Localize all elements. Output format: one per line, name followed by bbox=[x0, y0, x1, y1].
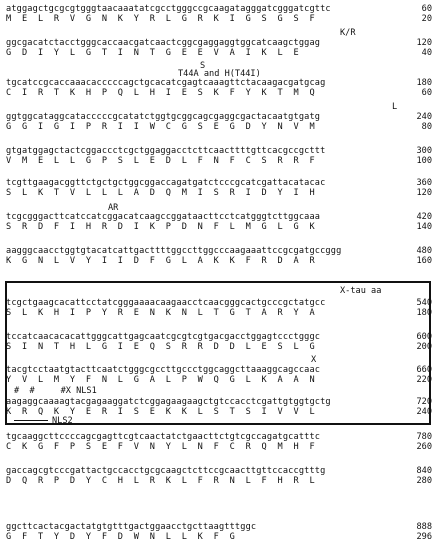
amino-acid-line: G D I Y L G T I N T G E E V A I K L E bbox=[6, 48, 299, 58]
amino-acid-line: S L K T V L L L A D Q M I S R I D Y I H bbox=[6, 188, 315, 198]
nucleotide-position: 360 bbox=[416, 178, 432, 188]
nucleotide-line: tgcatccgcaccaaacacccccagctgcacatcgagtcaaagttctacaagacgatgcag bbox=[6, 78, 326, 88]
nucleotide-line: tacgtcctaatgtacttcaatctgggcgccttgccctggcaggcttaaaggcagccaac bbox=[6, 365, 321, 375]
amino-acid-position: 280 bbox=[416, 476, 432, 486]
nucleotide-position: 60 bbox=[421, 4, 432, 14]
nucleotide-line: tccatcaacacacattgggcattgagcaatcgcgtcgtgacgacctggagtccctgggc bbox=[6, 332, 321, 342]
amino-acid-position: 140 bbox=[416, 222, 432, 232]
amino-acid-line: G G I G I P R I I W C G S E G D Y N V M bbox=[6, 122, 315, 132]
amino-acid-line: S I N T H L G I E Q S R R D D L E S L G bbox=[6, 342, 315, 352]
nucleotide-position: 600 bbox=[416, 332, 432, 342]
nls1-markers: # # #X NLS1 bbox=[14, 386, 97, 396]
nucleotide-line: ggcgacatctacctgggcaccaacgatcaactcggcgaggaggtggcatcaagctggag bbox=[6, 38, 321, 48]
amino-acid-position: 260 bbox=[416, 442, 432, 452]
amino-acid-line: S L K H I P Y R E N K N L T G T A R Y A bbox=[6, 308, 315, 318]
amino-acid-line: V M E L L G P S L E D L F N F C S R R F bbox=[6, 156, 315, 166]
nucleotide-line: aagggcaacctggtgtacatcattgacttttggccttggcccaagaaattccgcgatgccggg bbox=[6, 246, 342, 256]
nucleotide-position: 480 bbox=[416, 246, 432, 256]
nucleotide-position: 660 bbox=[416, 365, 432, 375]
mutation-label: K/R bbox=[340, 28, 356, 38]
amino-acid-line: M E L R V G N K Y R L G R K I G S G S F bbox=[6, 14, 315, 24]
amino-acid-line: S R D F I H R D I K P D N F L M G L G K bbox=[6, 222, 315, 232]
amino-acid-line: C I R T K H P Q L H I E S K F Y K T M Q bbox=[6, 88, 315, 98]
amino-acid-position: 20 bbox=[421, 14, 432, 24]
amino-acid-line: D Q R P D Y C H L R K L F R N L F H R L bbox=[6, 476, 315, 486]
amino-acid-position: 200 bbox=[416, 342, 432, 352]
amino-acid-position: 180 bbox=[416, 308, 432, 318]
amino-acid-position: 60 bbox=[421, 88, 432, 98]
nucleotide-line: tcgcgggacttcatccatcggacatcaagccggataacttcctcatgggtcttggcaaa bbox=[6, 212, 321, 222]
nucleotide-position: 780 bbox=[416, 432, 432, 442]
mutation-label: AR bbox=[108, 203, 119, 213]
nucleotide-line: ggtggcataggcatacccccgcatatctggtgcggcagcgaggcgactacaatgtgatg bbox=[6, 112, 321, 122]
nucleotide-line: atggagctgcgcgtgggtaacaaatatcgcctgggccgcaagatagggatcgggatcgttc bbox=[6, 4, 331, 14]
mutation-label: T44A and H(T44I) bbox=[178, 69, 261, 79]
nucleotide-line: gtgatggagctactcggaccctcgctggaggacctcttcaacttttgttcacgccgcttt bbox=[6, 146, 326, 156]
nucleotide-position: 120 bbox=[416, 38, 432, 48]
mutation-label: L bbox=[392, 102, 398, 112]
mutation-label: X bbox=[311, 355, 317, 365]
amino-acid-position: 220 bbox=[416, 375, 432, 385]
nucleotide-position: 720 bbox=[416, 397, 432, 407]
nucleotide-line: gaccagcgtcccgattactgccacctgcgcaagctcttccgcaacttgttccaccgtttg bbox=[6, 466, 326, 476]
nucleotide-position: 300 bbox=[416, 146, 432, 156]
nucleotide-line: tcgttgaagacggttctgctgctggcggaccagatgatctcccgcatcgattacatacac bbox=[6, 178, 326, 188]
amino-acid-position: 296 bbox=[416, 532, 432, 542]
amino-acid-line: G F T Y D Y F D W N L L K F G bbox=[6, 532, 235, 542]
amino-acid-line: K G N L V Y I I D F G L A K K F R D A R bbox=[6, 256, 315, 266]
region-label: X-tau aa bbox=[340, 286, 382, 296]
nucleotide-line: aagaggcaaaagtacgagaaggatctcggagaagaagctgtccacctcgattgtggtgctg bbox=[6, 397, 331, 407]
nucleotide-line: ggcttcactacgactatgtgtttgactggaacctgcttaagtttggc bbox=[6, 522, 257, 532]
amino-acid-line: K R Q K Y E R I S E K K L S T S I V V L bbox=[6, 407, 315, 417]
nucleotide-position: 540 bbox=[416, 298, 432, 308]
nucleotide-position: 420 bbox=[416, 212, 432, 222]
nucleotide-position: 888 bbox=[416, 522, 432, 532]
amino-acid-position: 40 bbox=[421, 48, 432, 58]
amino-acid-line: C K G F P S E F V N Y L N F C R Q M H F bbox=[6, 442, 315, 452]
nls2-label: NLS2 bbox=[52, 416, 73, 426]
nucleotide-position: 840 bbox=[416, 466, 432, 476]
nls2-underline bbox=[14, 420, 48, 421]
amino-acid-position: 240 bbox=[416, 407, 432, 417]
amino-acid-position: 160 bbox=[416, 256, 432, 266]
amino-acid-line: Y V L M Y F N L G A L P W Q G L K A A N bbox=[6, 375, 315, 385]
nucleotide-line: tgcaaggcttccccagcgagttcgtcaactatctgaacttctgtcgccagatgcatttc bbox=[6, 432, 321, 442]
nucleotide-position: 180 bbox=[416, 78, 432, 88]
nucleotide-line: tcgctgaagcacattcctatcgggaaaacaagaacctcaacgggcactgcccgctatgcc bbox=[6, 298, 326, 308]
amino-acid-position: 80 bbox=[421, 122, 432, 132]
nucleotide-position: 240 bbox=[416, 112, 432, 122]
amino-acid-position: 100 bbox=[416, 156, 432, 166]
amino-acid-position: 120 bbox=[416, 188, 432, 198]
mutation-label: S bbox=[200, 61, 206, 71]
